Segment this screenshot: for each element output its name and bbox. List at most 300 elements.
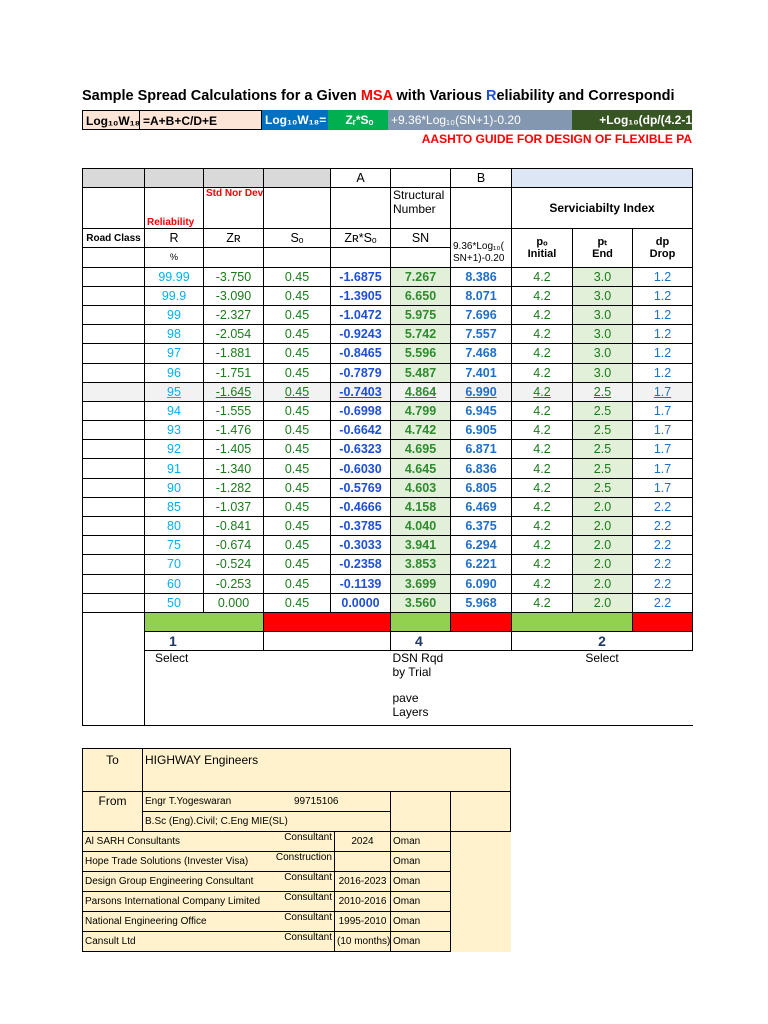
zrso-cell[interactable]: -0.3033 (331, 536, 391, 555)
dsn-rqd (391, 651, 512, 692)
b-cell[interactable]: 8.071 (451, 286, 512, 305)
b-cell[interactable]: 7.557 (451, 325, 512, 344)
data-rows (83, 267, 693, 612)
footer-blank-c (145, 691, 264, 726)
job-row (83, 832, 511, 852)
dp-cell[interactable]: 2.2 (633, 517, 693, 536)
dp-cell[interactable]: 1.7 (633, 382, 693, 401)
job-row (83, 892, 511, 912)
zr-cell[interactable]: -2.327 (204, 305, 264, 324)
zr-header: Zʀ (204, 229, 264, 248)
table-row (83, 497, 693, 516)
formula-cell-sn[interactable]: +9.36*Log₁₀(SN+1)-0.20 (388, 110, 572, 130)
from-label: From (83, 792, 143, 832)
job-rows (83, 832, 511, 952)
zrso-cell[interactable]: 0.0000 (331, 593, 391, 612)
sn-cell[interactable]: 6.650 (391, 286, 451, 305)
road-class-cell[interactable] (83, 325, 145, 344)
job-row (83, 852, 511, 872)
structural-number-label (391, 188, 451, 229)
sn-cell[interactable]: 4.645 (391, 459, 451, 478)
po-cell[interactable]: 4.2 (512, 267, 573, 286)
road-class-cell[interactable] (83, 382, 145, 401)
pt-cell[interactable]: 2.5 (573, 401, 633, 420)
table-row (83, 401, 693, 420)
road-class-cell[interactable] (83, 459, 145, 478)
job-country: Oman (391, 832, 451, 852)
road-class-cell[interactable] (83, 555, 145, 574)
po-cell[interactable]: 4.2 (512, 286, 573, 305)
dp-cell[interactable]: 1.2 (633, 344, 693, 363)
job-row (83, 872, 511, 892)
zr-cell[interactable]: -0.674 (204, 536, 264, 555)
b-cell[interactable]: 7.696 (451, 305, 512, 324)
pave-layers (391, 691, 512, 726)
dp-cell[interactable]: 2.2 (633, 555, 693, 574)
table-row (83, 286, 693, 305)
pt-cell[interactable]: 2.0 (573, 517, 633, 536)
pt-cell[interactable]: 2.0 (573, 555, 633, 574)
zr-cell[interactable]: -1.555 (204, 401, 264, 420)
zr-cell[interactable]: -1.476 (204, 421, 264, 440)
so-cell[interactable]: 0.45 (264, 286, 331, 305)
b-cell[interactable]: 7.401 (451, 363, 512, 382)
road-class-cell[interactable] (83, 574, 145, 593)
po-cell[interactable]: 4.2 (512, 325, 573, 344)
job-country: Oman (391, 932, 451, 952)
job-company: Al SARH Consultants (83, 832, 143, 852)
reliability-label: Reliability (145, 188, 204, 229)
job-company: Parsons International Company Limited (83, 892, 143, 912)
zrso-cell[interactable]: -0.6642 (331, 421, 391, 440)
job-role: Consultant (143, 912, 335, 932)
job-country: Oman (391, 892, 451, 912)
road-class-cell[interactable] (83, 305, 145, 324)
po-cell[interactable]: 4.2 (512, 555, 573, 574)
sn-cell[interactable]: 3.853 (391, 555, 451, 574)
job-role: Consultant (143, 932, 335, 952)
footer-blank-left (83, 612, 145, 725)
so-cell[interactable]: 0.45 (264, 593, 331, 612)
po-cell[interactable]: 4.2 (512, 574, 573, 593)
job-years: (10 months) (335, 932, 391, 952)
formula-cell-abc[interactable]: =A+B+C/D+E (140, 110, 262, 130)
sn-cell[interactable]: 3.941 (391, 536, 451, 555)
pt-cell[interactable]: 3.0 (573, 325, 633, 344)
dp-cell[interactable]: 1.7 (633, 401, 693, 420)
hdr-blank-4 (264, 169, 331, 188)
table-row (83, 517, 693, 536)
pt-cell[interactable]: 2.5 (573, 382, 633, 401)
table-row (83, 363, 693, 382)
pt-cell[interactable]: 2.0 (573, 593, 633, 612)
road-class-cell[interactable] (83, 536, 145, 555)
dp-cell[interactable]: 2.2 (633, 497, 693, 516)
pt-cell[interactable]: 2.5 (573, 478, 633, 497)
so-cell[interactable]: 0.45 (264, 555, 331, 574)
pt-cell[interactable]: 2.5 (573, 459, 633, 478)
po-cell[interactable]: 4.2 (512, 305, 573, 324)
b-cell[interactable]: 7.468 (451, 344, 512, 363)
footer-num-2[interactable]: 2 (512, 632, 693, 651)
so-cell[interactable]: 0.45 (264, 421, 331, 440)
sn-cell[interactable]: 4.040 (391, 517, 451, 536)
title-r: R (485, 88, 497, 104)
zrso-cell[interactable]: -0.8465 (331, 344, 391, 363)
so-cell[interactable]: 0.45 (264, 401, 331, 420)
road-class-cell[interactable] (83, 517, 145, 536)
hdr-blank-2 (145, 169, 204, 188)
dp-cell[interactable]: 1.2 (633, 267, 693, 286)
footer-num-1[interactable]: 1 (145, 632, 264, 651)
b-cell[interactable]: 8.386 (451, 267, 512, 286)
so-header: Sₒ (264, 229, 331, 248)
sn-cell[interactable]: 4.158 (391, 497, 451, 516)
b-cell[interactable]: 6.294 (451, 536, 512, 555)
pt-cell[interactable]: 3.0 (573, 305, 633, 324)
footer-fill-red-1 (264, 612, 391, 631)
sn-cell[interactable]: 3.560 (391, 593, 451, 612)
zr-cell[interactable]: -1.037 (204, 497, 264, 516)
reliability-cell[interactable]: 80 (145, 517, 204, 536)
job-company: Design Group Engineering Consultant (83, 872, 143, 892)
po-cell[interactable]: 4.2 (512, 421, 573, 440)
hdr-blank-9 (331, 188, 391, 229)
so-cell[interactable]: 0.45 (264, 305, 331, 324)
road-class-cell[interactable] (83, 363, 145, 382)
page-title (82, 88, 692, 108)
po-cell[interactable]: 4.2 (512, 440, 573, 459)
table-row (83, 421, 693, 440)
dp-cell[interactable]: 2.2 (633, 536, 693, 555)
zrso-cell[interactable]: -0.3785 (331, 517, 391, 536)
formula-cell-zrso[interactable]: Zᵣ*Sₒ (328, 110, 388, 130)
pt-cell[interactable]: 2.0 (573, 574, 633, 593)
formula-cell-logw[interactable]: Log₁₀W₁₈= (262, 110, 328, 130)
engineer-name-cell (143, 792, 391, 812)
road-class-cell[interactable] (83, 497, 145, 516)
structural-label-1: Structural (393, 188, 445, 203)
blank-country-head (451, 792, 511, 832)
pt-cell[interactable]: 2.0 (573, 497, 633, 516)
road-class-cell[interactable] (83, 401, 145, 420)
job-role: Consultant (143, 872, 335, 892)
job-row (83, 912, 511, 932)
b-cell[interactable]: 6.805 (451, 478, 512, 497)
b-cell[interactable]: 5.968 (451, 593, 512, 612)
road-class-cell[interactable] (83, 344, 145, 363)
select-2[interactable]: Select (585, 651, 619, 666)
table-row (83, 574, 693, 593)
po-cell[interactable]: 4.2 (512, 382, 573, 401)
to-label: To (83, 749, 143, 792)
pt-symbol: pₜ (597, 235, 608, 248)
dsn-line-2: by Trial (392, 665, 432, 680)
zrso-cell[interactable]: -0.6323 (331, 440, 391, 459)
b-cell[interactable]: 6.905 (451, 421, 512, 440)
hdr-blank-7 (83, 188, 145, 229)
engineer-name: Engr T.Yogeswaran (145, 796, 232, 807)
pt-label: End (592, 247, 613, 260)
zrso-cell[interactable]: -0.4666 (331, 497, 391, 516)
zrso-cell[interactable]: -0.6030 (331, 459, 391, 478)
pt-cell[interactable]: 3.0 (573, 286, 633, 305)
zrso-cell[interactable]: -0.7879 (331, 363, 391, 382)
dp-cell[interactable]: 1.2 (633, 363, 693, 382)
table-row (83, 459, 693, 478)
zrso-header: Zʀ*Sₒ (331, 229, 391, 248)
formula-cell-log[interactable]: Log₁₀W₁₈ (82, 110, 140, 130)
so-cell[interactable]: 0.45 (264, 536, 331, 555)
table-row (83, 536, 693, 555)
title-text-3: eliability and Correspondi (496, 88, 675, 104)
po-cell[interactable]: 4.2 (512, 536, 573, 555)
po-cell[interactable]: 4.2 (512, 478, 573, 497)
so-cell[interactable]: 0.45 (264, 459, 331, 478)
road-class-cell[interactable] (83, 267, 145, 286)
b-cell[interactable]: 6.871 (451, 440, 512, 459)
zr-cell[interactable]: -0.253 (204, 574, 264, 593)
dp-cell[interactable]: 2.2 (633, 593, 693, 612)
zrso-cell[interactable]: -0.7403 (331, 382, 391, 401)
po-label: Initial (527, 247, 557, 260)
zr-cell[interactable]: 0.000 (204, 593, 264, 612)
b-cell[interactable]: 6.375 (451, 517, 512, 536)
sn-cell[interactable]: 7.267 (391, 267, 451, 286)
structural-label-2: Number (393, 202, 436, 217)
po-cell[interactable]: 4.2 (512, 344, 573, 363)
hdr-blank-1 (83, 169, 145, 188)
std-nor-dev-label: Std Nor Dev (204, 188, 264, 229)
hdr-blank-5 (391, 169, 451, 188)
sn-cell[interactable]: 4.603 (391, 478, 451, 497)
formula-cell-dp[interactable]: +Log₁₀(dp/(4.2-1 (572, 110, 692, 130)
title-msa: MSA (360, 88, 393, 104)
reliability-cell[interactable]: 95 (145, 382, 204, 401)
job-company: National Engineering Office (83, 912, 143, 932)
pt-cell[interactable]: 2.5 (573, 421, 633, 440)
sn-cell[interactable]: 5.975 (391, 305, 451, 324)
table-row (83, 325, 693, 344)
hdr-col-b[interactable]: B (451, 169, 512, 188)
sn-cell[interactable]: 5.742 (391, 325, 451, 344)
dp-cell[interactable]: 1.2 (633, 305, 693, 324)
table-row (83, 267, 693, 286)
r-header: R (145, 229, 204, 248)
to-value: HIGHWAY Engineers (143, 749, 511, 792)
dp-cell[interactable]: 1.7 (633, 421, 693, 440)
b-cell[interactable]: 6.221 (451, 555, 512, 574)
dp-cell[interactable]: 1.7 (633, 478, 693, 497)
zr-cell[interactable]: -0.841 (204, 517, 264, 536)
road-class-cell[interactable] (83, 421, 145, 440)
engineer-degrees: B.Sc (Eng).Civil; C.Eng MIE(SL) (143, 812, 391, 832)
po-cell[interactable]: 4.2 (512, 593, 573, 612)
footer-fill-red-2 (451, 612, 512, 631)
b-cell[interactable]: 6.990 (451, 382, 512, 401)
zrso-cell[interactable]: -1.6875 (331, 267, 391, 286)
calc-table (82, 168, 693, 726)
dp-cell[interactable]: 1.7 (633, 459, 693, 478)
hdr-blank-8 (264, 188, 331, 229)
engineer-phone: 99715106 (293, 796, 339, 807)
aashto-subtitle: AASHTO GUIDE FOR DESIGN OF FLEXIBLE PA (421, 132, 692, 146)
so-cell[interactable]: 0.45 (264, 267, 331, 286)
so-cell[interactable]: 0.45 (264, 574, 331, 593)
hdr-blank-14 (331, 248, 391, 267)
formula-b-1: 9.36*Log₁₀( (453, 240, 504, 252)
so-cell[interactable]: 0.45 (264, 440, 331, 459)
job-years: 2024 (335, 832, 391, 852)
footer-num-4[interactable]: 4 (391, 632, 512, 651)
po-cell[interactable]: 4.2 (512, 497, 573, 516)
zrso-cell[interactable]: -1.3905 (331, 286, 391, 305)
b-cell[interactable]: 6.090 (451, 574, 512, 593)
dp-cell[interactable]: 2.2 (633, 574, 693, 593)
reliability-cell[interactable]: 92 (145, 440, 204, 459)
sn-cell[interactable]: 5.596 (391, 344, 451, 363)
sn-cell[interactable]: 4.864 (391, 382, 451, 401)
zr-cell[interactable]: -1.340 (204, 459, 264, 478)
engineers-table (82, 748, 511, 952)
dp-symbol: dp (655, 235, 670, 248)
dp-cell[interactable]: 1.2 (633, 286, 693, 305)
footer-fill-green-2 (391, 612, 451, 631)
dp-cell[interactable]: 1.7 (633, 440, 693, 459)
so-cell[interactable]: 0.45 (264, 325, 331, 344)
road-class-cell[interactable] (83, 440, 145, 459)
zr-cell[interactable]: -1.751 (204, 363, 264, 382)
so-cell[interactable]: 0.45 (264, 497, 331, 516)
so-cell[interactable]: 0.45 (264, 478, 331, 497)
reliability-cell[interactable]: 99.9 (145, 286, 204, 305)
so-cell[interactable]: 0.45 (264, 517, 331, 536)
zrso-cell[interactable]: -1.0472 (331, 305, 391, 324)
po-cell[interactable]: 4.2 (512, 401, 573, 420)
formula-b-header (451, 229, 512, 267)
hdr-col-a[interactable]: A (331, 169, 391, 188)
reliability-cell[interactable]: 50 (145, 593, 204, 612)
footer-blank-a (264, 632, 391, 651)
b-cell[interactable]: 6.945 (451, 401, 512, 420)
zr-cell[interactable]: -3.750 (204, 267, 264, 286)
b-cell[interactable]: 6.836 (451, 459, 512, 478)
table-row (83, 305, 693, 324)
zrso-cell[interactable]: -0.1139 (331, 574, 391, 593)
hdr-blank-13 (264, 248, 331, 267)
sn-cell[interactable]: 4.742 (391, 421, 451, 440)
po-cell[interactable]: 4.2 (512, 517, 573, 536)
dp-label: Drop (649, 247, 676, 260)
job-years: 2010-2016 (335, 892, 391, 912)
job-company: Cansult Ltd (83, 932, 143, 952)
footer-blank-e (512, 691, 693, 726)
reliability-cell[interactable]: 85 (145, 497, 204, 516)
footer-fill-green-3 (512, 612, 633, 631)
job-years (335, 852, 391, 872)
title-text-2: with Various (392, 88, 486, 104)
po-cell[interactable]: 4.2 (512, 459, 573, 478)
reliability-cell[interactable]: 91 (145, 459, 204, 478)
footer-blank-d (264, 691, 391, 726)
pt-cell[interactable]: 3.0 (573, 344, 633, 363)
road-class-cell[interactable] (83, 478, 145, 497)
reliability-cell[interactable]: 99 (145, 305, 204, 324)
sn-cell[interactable]: 4.799 (391, 401, 451, 420)
zrso-cell[interactable]: -0.5769 (331, 478, 391, 497)
pt-cell[interactable]: 3.0 (573, 267, 633, 286)
reliability-cell[interactable]: 70 (145, 555, 204, 574)
zr-cell[interactable]: -0.524 (204, 555, 264, 574)
job-role: Consultant (143, 832, 335, 852)
reliability-cell[interactable]: 94 (145, 401, 204, 420)
pt-cell[interactable]: 3.0 (573, 363, 633, 382)
reliability-cell[interactable]: 99.99 (145, 267, 204, 286)
sn-cell[interactable]: 5.487 (391, 363, 451, 382)
job-role: Consultant (143, 892, 335, 912)
footer-blank-b (264, 651, 391, 692)
reliability-cell[interactable]: 98 (145, 325, 204, 344)
table-row (83, 478, 693, 497)
reliability-cell[interactable]: 75 (145, 536, 204, 555)
job-years: 1995-2010 (335, 912, 391, 932)
reliability-cell[interactable]: 97 (145, 344, 204, 363)
footer-fill-green-1 (145, 612, 264, 631)
so-cell[interactable]: 0.45 (264, 344, 331, 363)
blank-years-head (391, 792, 451, 832)
hdr-blank-12 (204, 248, 264, 267)
pt-cell[interactable]: 2.0 (573, 536, 633, 555)
dsn-line-1: DSN Rqd (392, 651, 444, 666)
pave-line-2: Layers (392, 705, 429, 720)
reliability-cell[interactable]: 93 (145, 421, 204, 440)
job-company: Hope Trade Solutions (Invester Visa) (83, 852, 143, 872)
road-class-cell[interactable] (83, 286, 145, 305)
footer-fill-red-3 (633, 612, 693, 631)
zr-cell[interactable]: -1.405 (204, 440, 264, 459)
zrso-cell[interactable]: -0.2358 (331, 555, 391, 574)
reliability-cell[interactable]: 96 (145, 363, 204, 382)
zr-cell[interactable]: -1.881 (204, 344, 264, 363)
zr-cell[interactable]: -1.282 (204, 478, 264, 497)
po-cell[interactable]: 4.2 (512, 363, 573, 382)
dp-cell[interactable]: 1.2 (633, 325, 693, 344)
table-row (83, 555, 693, 574)
zr-cell[interactable]: -2.054 (204, 325, 264, 344)
b-cell[interactable]: 6.469 (451, 497, 512, 516)
zrso-cell[interactable]: -0.9243 (331, 325, 391, 344)
sn-cell[interactable]: 3.699 (391, 574, 451, 593)
select-1[interactable]: Select (145, 651, 264, 692)
zr-cell[interactable]: -1.645 (204, 382, 264, 401)
sn-cell[interactable]: 4.695 (391, 440, 451, 459)
road-class-cell[interactable] (83, 593, 145, 612)
table-row (83, 344, 693, 363)
reliability-cell[interactable]: 90 (145, 478, 204, 497)
zr-cell[interactable]: -3.090 (204, 286, 264, 305)
hdr-blank-11 (83, 248, 145, 267)
so-cell[interactable]: 0.45 (264, 363, 331, 382)
table-row (83, 593, 693, 612)
job-country: Oman (391, 852, 451, 872)
job-role: Construction (143, 852, 335, 872)
reliability-cell[interactable]: 60 (145, 574, 204, 593)
job-row (83, 932, 511, 952)
so-cell[interactable]: 0.45 (264, 382, 331, 401)
zrso-cell[interactable]: -0.6998 (331, 401, 391, 420)
job-years: 2016-2023 (335, 872, 391, 892)
pt-cell[interactable]: 2.5 (573, 440, 633, 459)
